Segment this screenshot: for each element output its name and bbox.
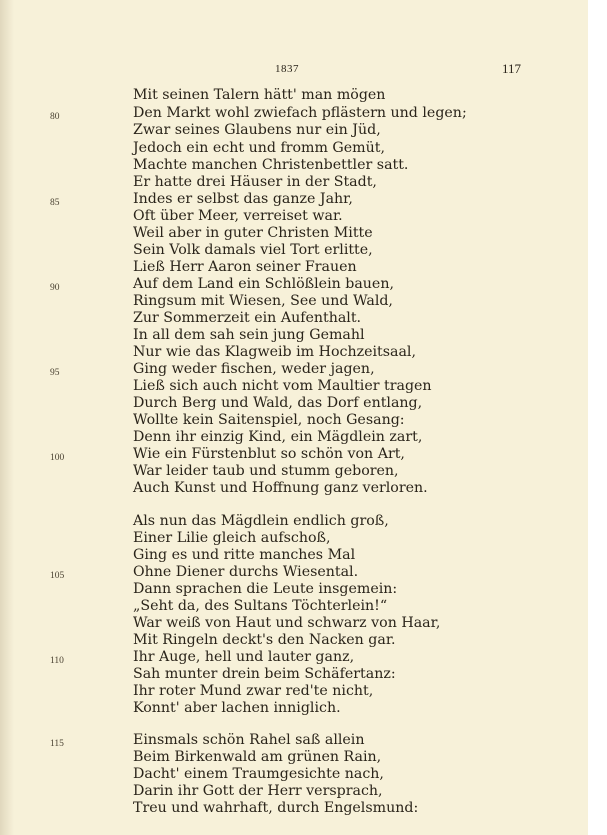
poem-line: Ringsum mit Wiesen, See und Wald,: [133, 293, 393, 309]
poem-line: Den Markt wohl zwiefach pflästern und legen;: [133, 105, 467, 121]
poem-line: Jedoch ein echt und fromm Gemüt,: [133, 140, 385, 156]
poem-line: Ließ sich auch nicht vom Maultier tragen: [133, 378, 432, 394]
poem-line: Ließ Herr Aaron seiner Frauen: [133, 259, 357, 275]
poem-line: Denn ihr einzig Kind, ein Mägdlein zart,: [133, 429, 423, 445]
line-number: 100: [50, 453, 65, 463]
poem-line: In all dem sah sein jung Gemahl: [133, 327, 365, 343]
poem-line: Nur wie das Klagweib im Hochzeitsaal,: [133, 344, 416, 360]
poem-line: Er hatte drei Häuser in der Stadt,: [133, 174, 377, 190]
poem-line: Ohne Diener durchs Wiesental.: [133, 564, 359, 580]
poem-line: Einer Lilie gleich aufschoß,: [133, 530, 331, 546]
page-number: 117: [502, 61, 522, 76]
poem-line: Oft über Meer, verreiset war.: [133, 208, 343, 224]
poem-line: Beim Birkenwald am grünen Rain,: [133, 749, 382, 765]
poem-line: Darin ihr Gott der Herr versprach,: [133, 783, 383, 799]
poem-line: „Seht da, des Sultans Töchterlein!“: [133, 598, 388, 614]
line-number: 105: [50, 571, 65, 581]
line-number: 115: [50, 739, 64, 749]
poem-line: War leider taub und stumm geboren,: [133, 463, 399, 479]
poem-line: Wollte kein Saitenspiel, noch Gesang:: [133, 412, 405, 428]
scan-margin: [588, 0, 607, 835]
poem-line: Einsmals schön Rahel saß allein: [133, 732, 365, 748]
poem-line: Treu und wahrhaft, durch Engelsmund:: [133, 800, 419, 816]
poem-line: Wie ein Fürstenblut so schön von Art,: [133, 446, 405, 462]
poem-line: Konnt' aber lachen inniglich.: [133, 700, 341, 716]
line-number: 90: [50, 283, 60, 293]
poem-line: Zur Sommerzeit ein Aufenthalt.: [133, 310, 362, 326]
poem-line: Weil aber in guter Christen Mitte: [133, 225, 373, 241]
poem-line: Dacht' einem Traumgesichte nach,: [133, 766, 384, 782]
poem-line: Ging es und ritte manches Mal: [133, 547, 356, 563]
line-number: 95: [50, 368, 60, 378]
poem-line: Machte manchen Christenbettler satt.: [133, 157, 409, 173]
poem-line: Ihr roter Mund zwar red'te nicht,: [133, 683, 374, 699]
line-number: 80: [50, 112, 60, 122]
poem-line: Durch Berg und Wald, das Dorf entlang,: [133, 395, 423, 411]
poem-line: Mit seinen Talern hätt' man mögen: [133, 87, 386, 103]
line-number: 110: [50, 656, 64, 666]
poem-line: Zwar seines Glaubens nur ein Jüd,: [133, 122, 381, 138]
poem-line: Auch Kunst und Hoffnung ganz verloren.: [133, 480, 428, 496]
poem-line: Als nun das Mägdlein endlich groß,: [133, 513, 389, 529]
poem-line: Sein Volk damals viel Tort erlitte,: [133, 242, 373, 258]
poem-line: Mit Ringeln deckt's den Nacken gar.: [133, 632, 396, 648]
poem-line: Indes er selbst das ganze Jahr,: [133, 191, 353, 207]
poem-line: Ihr Auge, hell und lauter ganz,: [133, 649, 355, 665]
poem-line: Sah munter drein beim Schäfertanz:: [133, 666, 396, 682]
poem-line: Dann sprachen die Leute insgemein:: [133, 581, 398, 597]
running-header-year: 1837: [275, 63, 299, 75]
poem-line: Auf dem Land ein Schlößlein bauen,: [133, 276, 394, 292]
poem-line: War weiß von Haut und schwarz von Haar,: [133, 615, 441, 631]
gutter-shadow: [0, 0, 14, 835]
line-number: 85: [50, 198, 60, 208]
poem-line: Ging weder fischen, weder jagen,: [133, 361, 375, 377]
